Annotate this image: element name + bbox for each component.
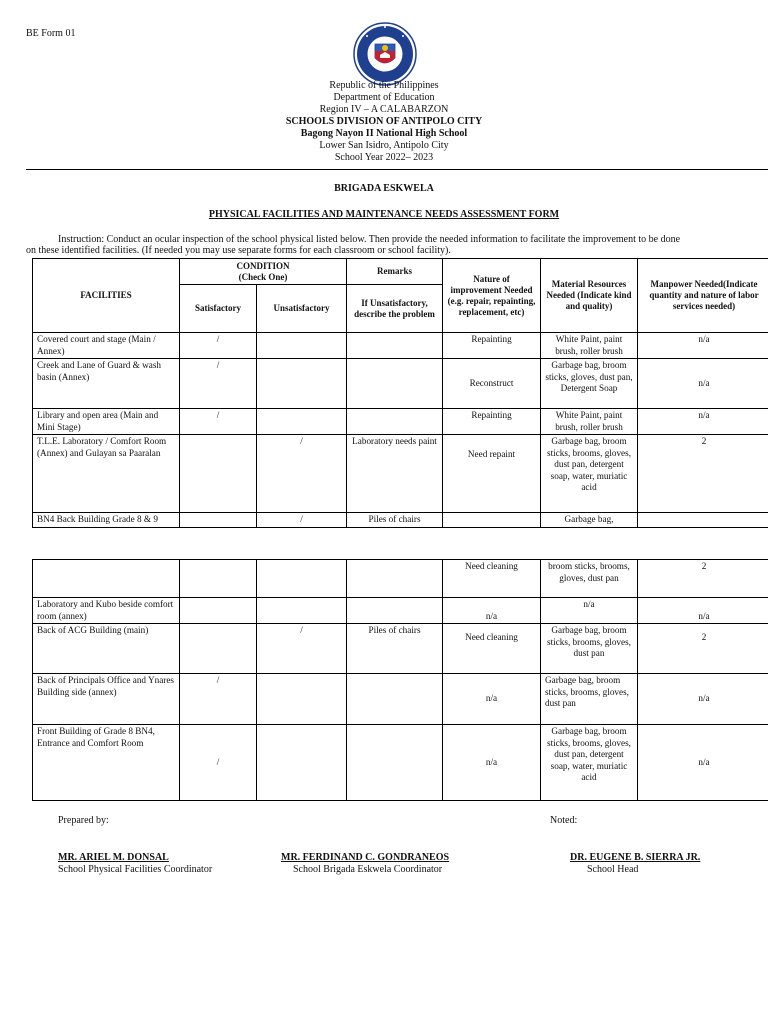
facility-cell [33,560,180,598]
col-remarks-sub: If Unsatisfactory, describe the problem [347,285,443,333]
assessment-table-1 [32,258,768,528]
unsatisfactory-check: / [257,624,347,674]
signatory-1-name: MR. ARIEL M. DONSAL [58,852,169,863]
remarks-cell: Piles of chairs [347,513,443,528]
remarks-cell [347,409,443,435]
nature-cell [443,513,541,528]
deped-seal-icon [353,22,417,86]
form-subtitle: PHYSICAL FACILITIES AND MAINTENANCE NEEDS ASSESSMENT FORM [208,209,560,220]
manpower-cell: n/a [638,674,768,725]
remarks-cell [347,598,443,624]
col-manpower: Manpower Needed(Indicate quantity and nature of labor services needed) [638,259,768,333]
nature-cell: Need cleaning [443,624,541,674]
manpower-cell: 2 [638,560,768,598]
remarks-cell [347,333,443,359]
satisfactory-check: / [180,409,257,435]
satisfactory-check: / [180,674,257,725]
col-remarks: Remarks [347,259,443,285]
unsatisfactory-check: / [257,435,347,513]
header-region: Region IV – A CALABARZON [319,104,449,115]
table-row [33,560,768,598]
table-row [33,435,768,513]
signatory-1-role: School Physical Facilities Coordinator [58,864,213,875]
satisfactory-check [180,624,257,674]
nature-cell: Repainting [443,333,541,359]
manpower-cell: 2 [638,624,768,674]
nature-cell: Reconstruct [443,359,541,409]
col-material: Material Resources Needed (Indicate kind and quality) [541,259,638,333]
nature-cell: n/a [443,674,541,725]
unsatisfactory-check: / [257,513,347,528]
material-cell: Garbage bag, broom sticks, gloves, dust pan, Detergent Soap [541,359,638,409]
material-cell: White Paint, paint brush, roller brush [541,333,638,359]
col-condition-label: CONDITION [236,260,290,271]
unsatisfactory-check [257,359,347,409]
facility-cell: Front Building of Grade 8 BN4, Entrance and Comfort Room [33,725,180,801]
manpower-cell: 2 [638,435,768,513]
remarks-cell [347,674,443,725]
satisfactory-check [180,598,257,624]
col-nature-sub: (e.g. repair, repainting, replacement, etc) [447,295,536,317]
facility-cell: Back of ACG Building (main) [33,624,180,674]
manpower-cell: n/a [638,359,768,409]
col-nature-label: Nature of improvement Needed [450,273,533,295]
table-row [33,333,768,359]
manpower-cell: n/a [638,409,768,435]
unsatisfactory-check [257,598,347,624]
table-row [33,359,768,409]
material-cell: Garbage bag, broom sticks, brooms, gloves, dust pan [541,674,638,725]
unsatisfactory-check [257,409,347,435]
satisfactory-check: / [180,359,257,409]
nature-cell: n/a [443,598,541,624]
table-row [33,513,768,528]
satisfactory-check: / [180,725,257,801]
instruction-line-1: Instruction: Conduct an ocular inspection of the school physical listed below. Then provide the needed information to facilitate the improvement to be done [58,234,681,245]
form-code: BE Form 01 [26,28,76,39]
signatory-3-role: School Head [587,864,639,875]
table-row [33,624,768,674]
unsatisfactory-check [257,725,347,801]
form-title: BRIGADA ESKWELA [334,183,434,194]
signatory-2-name: MR. FERDINAND C. GONDRANEOS [281,852,450,863]
remarks-cell [347,560,443,598]
facility-cell: BN4 Back Building Grade 8 & 9 [33,513,180,528]
manpower-cell: n/a [638,333,768,359]
col-facilities: FACILITIES [33,259,180,333]
nature-cell: n/a [443,725,541,801]
remarks-cell: Piles of chairs [347,624,443,674]
table-row [33,725,768,801]
manpower-cell [638,513,768,528]
remarks-cell [347,359,443,409]
nature-cell: Need repaint [443,435,541,513]
nature-cell: Need cleaning [443,560,541,598]
noted-label: Noted: [550,815,578,826]
header-divider [26,169,768,170]
satisfactory-check: / [180,333,257,359]
unsatisfactory-check [257,560,347,598]
instructions [26,234,768,256]
header-address: Lower San Isidro, Antipolo City [319,140,449,151]
material-cell: n/a [541,598,638,624]
instruction-line-2: on these identified facilities. (If needed you may use separate forms for each classroom or school facility). [26,245,451,256]
unsatisfactory-check [257,674,347,725]
manpower-cell: n/a [638,598,768,624]
header-division: SCHOOLS DIVISION OF ANTIPOLO CITY [285,116,483,127]
remarks-cell: Laboratory needs paint [347,435,443,513]
facility-cell: Covered court and stage (Main / Annex) [33,333,180,359]
header-school-year: School Year 2022– 2023 [334,152,434,163]
nature-cell: Repainting [443,409,541,435]
facility-cell: Back of Principals Office and Ynares Building side (annex) [33,674,180,725]
signatory-3-name: DR. EUGENE B. SIERRA JR. [570,852,701,863]
header-country: Republic of the Philippines [329,80,439,91]
satisfactory-check [180,513,257,528]
material-cell: Garbage bag, broom sticks, brooms, gloves, dust pan, detergent soap, water, muriatic acid [541,435,638,513]
header-department: Department of Education [333,92,435,103]
satisfactory-check [180,560,257,598]
prepared-by-label: Prepared by: [58,815,109,826]
facility-cell: T.L.E. Laboratory / Comfort Room (Annex) and Gulayan sa Paaralan [33,435,180,513]
material-cell: White Paint, paint brush, roller brush [541,409,638,435]
facility-cell: Library and open area (Main and Mini Stage) [33,409,180,435]
table-row [33,409,768,435]
header-block [0,80,768,164]
material-cell: Garbage bag, [541,513,638,528]
signatory-2-role: School Brigada Eskwela Coordinator [293,864,443,875]
col-condition-sub: (Check One) [238,271,288,282]
satisfactory-check [180,435,257,513]
material-cell: broom sticks, brooms, gloves, dust pan [541,560,638,598]
col-condition [180,259,347,285]
unsatisfactory-check [257,333,347,359]
facility-cell: Creek and Lane of Guard & wash basin (Annex) [33,359,180,409]
col-nature [443,259,541,333]
assessment-table-2 [32,559,768,801]
table-row [33,598,768,624]
table-row [33,674,768,725]
header-school: Bagong Nayon II National High School [300,128,468,139]
facility-cell: Laboratory and Kubo beside comfort room (annex) [33,598,180,624]
col-satisfactory: Satisfactory [180,285,257,333]
material-cell: Garbage bag, broom sticks, brooms, gloves, dust pan, detergent soap, water, muriatic acid [541,725,638,801]
col-unsatisfactory: Unsatisfactory [257,285,347,333]
material-cell: Garbage bag, broom sticks, brooms, gloves, dust pan [541,624,638,674]
manpower-cell: n/a [638,725,768,801]
remarks-cell [347,725,443,801]
